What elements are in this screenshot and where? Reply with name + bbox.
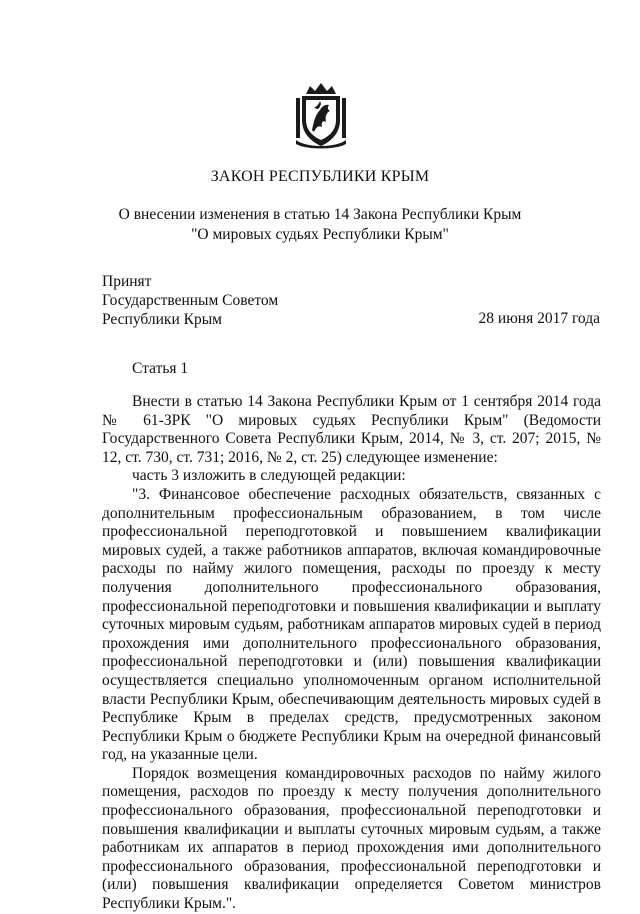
body-paragraph: Порядок возмещения командировочных расходов по найму жилого помещения, расходов по проезду к месту получения дополнительного профессионального образования, профессиональной переподготовки и повышения квалификации и выплаты суточных мировым судьям, а также работникам их аппаратов в период прохождения ими дополнительного профессионального образования, профессиональной переподготовки и (или) повышения квалификации определяется Советом министров Республики Крым.".	[102, 764, 601, 913]
crimea-coat-of-arms-icon	[292, 80, 350, 150]
adopted-line: Принят	[102, 273, 152, 290]
body-paragraph: часть 3 изложить в следующей редакции:	[132, 467, 406, 485]
adopted-line: Республики Крым	[102, 311, 222, 328]
body-paragraph: Внести в статью 14 Закона Республики Крым от 1 сентября 2014 года № 61-ЗРК "О мировых судьях Республики Крым" (Ведомости Государственного Совета Республики Крым, 2014, № 3, ст. 207; 2015, № 12, ст. 730, ст. 731; 2016, № 2, ст. 25) следующее изменение:	[102, 393, 601, 466]
adopted-by-block	[102, 272, 278, 329]
adopted-line: Государственным Советом	[102, 292, 279, 309]
law-title: ЗАКОН РЕСПУБЛИКИ КРЫМ	[210, 168, 430, 185]
subtitle-line: О внесении изменения в статью 14 Закона Республики Крым	[118, 206, 522, 223]
law-subtitle	[0, 205, 640, 245]
subtitle-line: "О мировых судьях Республики Крым"	[191, 226, 449, 243]
adoption-date: 28 июня 2017 года	[478, 310, 600, 327]
article-heading: Статья 1	[132, 360, 189, 377]
article-body	[102, 393, 601, 914]
body-paragraph: "3. Финансовое обеспечение расходных обязательств, связанных с дополнительным профессиональным образованием, в том числе профессиональной переподготовкой и повышением квалификации мировых судей, а также работников аппаратов, включая командировочные расходы по найму жилого помещения, расходы по проезду к месту получения дополнительного профессионального образования, профессиональной переподготовки и повышения квалификации и выплату суточных мировым судьям, работникам аппаратов мировых судей в период прохождения ими дополнительного профессионального образования, профессиональной переподготовки и (или) повышения квалификации осуществляется специально уполномоченным органом исполнительной власти Республики Крым, обеспечивающим деятельность мировых судей в Республике Крым в пределах средств, предусмотренных законом Республики Крым о бюджете Республики Крым на очередной финансовый год, на указанные цели.	[102, 485, 601, 764]
